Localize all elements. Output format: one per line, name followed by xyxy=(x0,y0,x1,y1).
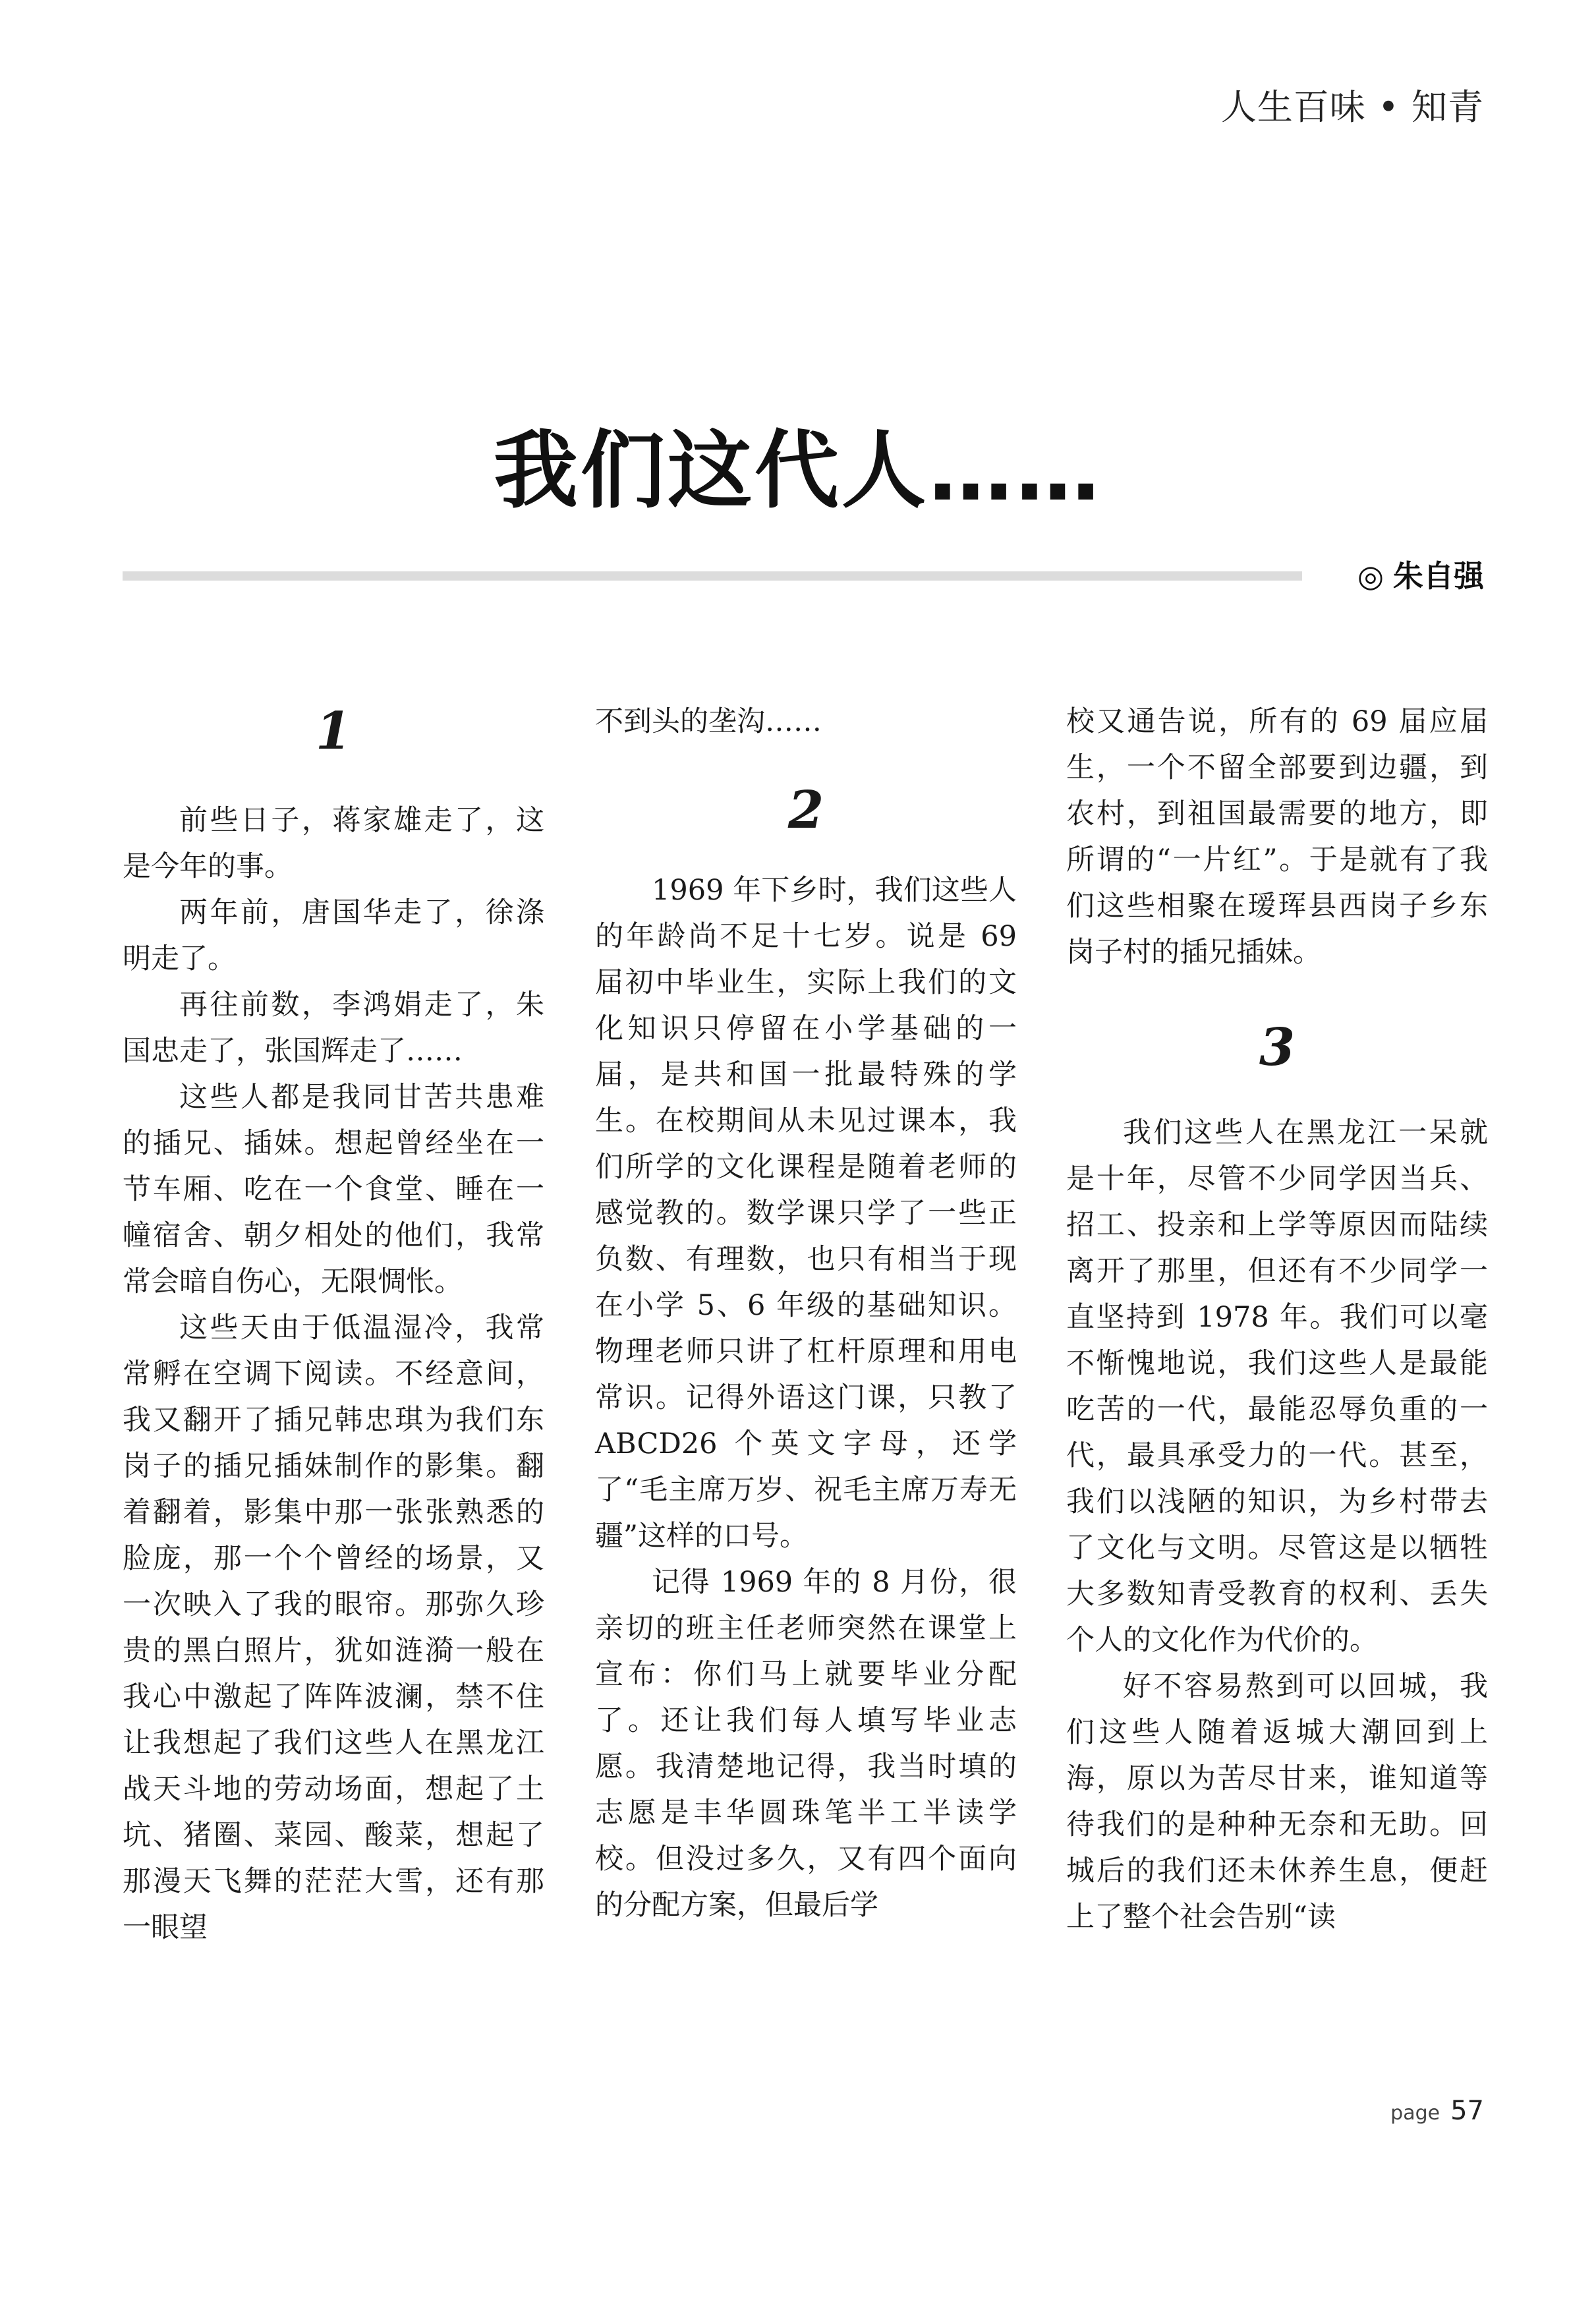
page-footer xyxy=(1390,2096,1484,2126)
paragraph-continuation: 校又通告说，所有的 69 届应届生，一个不留全部要到边疆，到农村，到祖国最需要的地方，即所谓的“一片红”。于是就有了我们这些相聚在瑷珲县西岗子乡东岗子村的插兄插妹。 xyxy=(1066,705,1488,969)
paragraph: 两年前，唐国华走了，徐涤明走了。 xyxy=(123,896,544,975)
section-number-1: 1 xyxy=(315,701,352,761)
article-title: 我们这代人…… xyxy=(493,421,1102,520)
paragraph: 再往前数，李鸿娟走了，朱国忠走了，张国辉走了…… xyxy=(123,989,544,1068)
column-2 xyxy=(595,699,1017,1928)
page-label: page xyxy=(1390,2102,1440,2125)
section-tag: 人生百味 • 知青 xyxy=(1220,86,1484,128)
column-1 xyxy=(123,699,544,1951)
paragraph: 这些人都是我同甘苦共患难的插兄、插妹。想起曾经坐在一节车厢、吃在一个食堂、睡在一幢宿舍、朝夕相处的他们，我常常会暗自伤心，无限惆怅。 xyxy=(123,1081,544,1298)
title-divider xyxy=(123,571,1302,581)
section-number-3: 3 xyxy=(1259,1018,1296,1077)
section-number-2: 2 xyxy=(787,780,824,840)
paragraph: 1969 年下乡时，我们这些人的年龄尚不足十七岁。说是 69 届初中毕业生，实际上我们的文化知识只停留在小学基础的一届，是共和国一批最特殊的学生。在校期间从未见过课本，我们所学的文化课程是随着老师的感觉教的。数学课只学了一些正负数、有理数，也只有相当于现在小学 5、6 年级的基础知识。物理老师只讲了杠杆原理和用电常识。记得外语这门课，只教了 ABCD26 个英文字母，还学了“毛主席万岁、祝毛主席万寿无疆”这样的口号。 xyxy=(595,874,1017,1553)
paragraph: 我们这些人在黑龙江一呆就是十年，尽管不少同学因当兵、招工、投亲和上学等原因而陆续离开了那里，但还有不少同学一直坚持到 1978 年。我们可以毫不惭愧地说，我们这些人是最能吃苦的一代，最能忍辱负重的一代，最具承受力的一代。甚至，我们以浅陋的知识，为乡村带去了文化与文明。尽管这是以牺牲大多数知青受教育的权利、丢失个人的文化作为代价的。 xyxy=(1066,1116,1488,1657)
column-3 xyxy=(1066,699,1488,1940)
author-byline xyxy=(1357,552,1484,596)
paragraph: 这些天由于低温湿冷，我常常孵在空调下阅读。不经意间，我又翻开了插兄韩忠琪为我们东岗子的插兄插妹制作的影集。翻着翻着，影集中那一张张熟悉的脸庞，那一个个曾经的场景，又一次映入了我的眼帘。那弥久珍贵的黑白照片，犹如涟漪一般在我心中激起了阵阵波澜，禁不住让我想起了我们这些人在黑龙江战天斗地的劳动场面，想起了土坑、猪圈、菜园、酸菜，想起了那漫天飞舞的茫茫大雪，还有那一眼望 xyxy=(123,1311,544,1944)
paragraph: 记得 1969 年的 8 月份，很亲切的班主任老师突然在课堂上宣布：你们马上就要毕业分配了。还让我们每人填写毕业志愿。我清楚地记得，我当时填的志愿是丰华圆珠笔半工半读学校。但没过多久，又有四个面向的分配方案，但最后学 xyxy=(595,1566,1017,1922)
page-number: 57 xyxy=(1450,2096,1484,2126)
paragraph-continuation: 不到头的垄沟…… xyxy=(595,705,822,738)
paragraph: 前些日子，蒋家雄走了，这是今年的事。 xyxy=(123,804,544,883)
paragraph: 好不容易熬到可以回城，我们这些人随着返城大潮回到上海，原以为苦尽甘来，谁知道等待我们的是种种无奈和无助。回城后的我们还未休养生息，便赶上了整个社会告别“读 xyxy=(1066,1670,1488,1934)
author-name: 朱自强 xyxy=(1393,558,1484,594)
author-mark-icon: ◎ xyxy=(1357,558,1384,594)
